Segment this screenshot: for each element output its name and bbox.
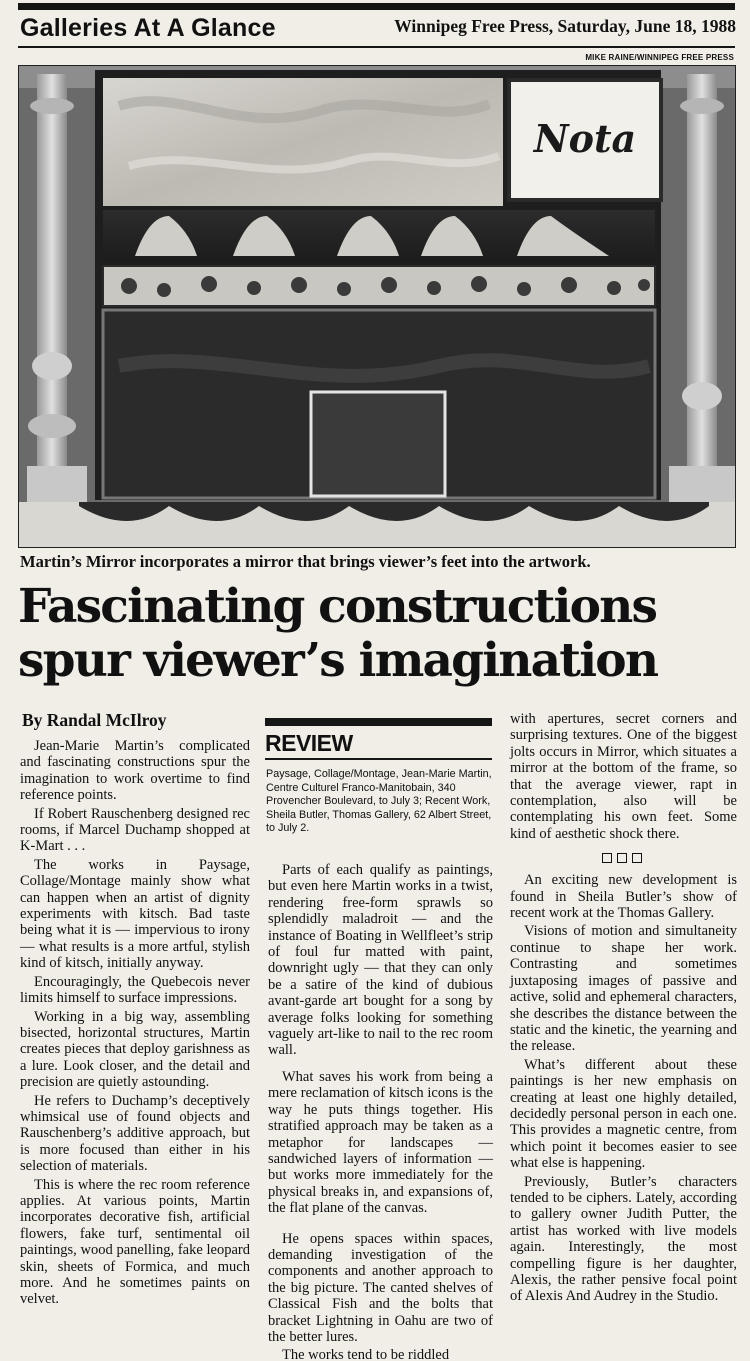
section-break — [510, 844, 737, 872]
break-box-icon — [632, 853, 642, 863]
masthead-date: Winnipeg Free Press, Saturday, June 18, 1988 — [394, 16, 736, 36]
break-box-icon — [617, 853, 627, 863]
article-column-1 — [20, 738, 250, 1310]
photo-credit: MIKE RAINE/WINNIPEG FREE PRESS — [585, 53, 734, 62]
section-title: Galleries At A Glance — [20, 14, 276, 42]
paragraph: What saves his work from being a mere reclamation of kitsch icons is the way he puts things together. His stratified approach may be taken as a metaphor for landscapes — sandwiched layers of information — but works more immediately for the physical breaks in, and expansions of, the flat plane of the canvas. — [268, 1068, 493, 1217]
mirror-artwork-illustration — [19, 66, 736, 548]
paragraph: He opens spaces within spaces, demanding investigation of the components and another approach to the big picture. The canted shelves of Classical Fish and the bolts that bracket Lightning in Oahu are two of the better lures. — [268, 1230, 493, 1345]
artwork-photo — [18, 65, 736, 548]
paragraph: This is where the rec room reference applies. At various points, Martin incorporates decorative fish, artificial flowers, fake turf, sentimental oil paintings, wood panelling, fake leopard skin, sheets of Formica, and much more. And he sometimes paints on velvet. — [20, 1176, 250, 1308]
top-rule — [18, 3, 735, 10]
review-rule — [265, 718, 492, 726]
review-rule-thin — [265, 758, 492, 760]
byline: By Randal McIlroy — [22, 710, 167, 730]
paragraph: Previously, Butler’s characters tended to be ciphers. Lately, according to gallery owner Judith Putter, the artist has worked with live models again. Interestingly, the most compelling figure is her daughter, Alexis, the rather pensive focal point of Alexis And Audrey in the Studio. — [510, 1173, 737, 1305]
review-label: REVIEW — [265, 730, 353, 756]
paragraph: If Robert Rauschenberg designed rec rooms, if Marcel Duchamp shopped at K-Mart . . . — [20, 805, 250, 855]
review-info: Paysage, Collage/Montage, Jean-Marie Martin, Centre Culturel Franco-Manitobain, 340 Provencher Boulevard, to July 3; Recent Work, Sheila Butler, Thomas Gallery, 62 Albert Street, to July 2. — [266, 768, 492, 834]
paragraph: Working in a big way, assembling bisected, horizontal structures, Martin creates pieces that deploy garishness as a lure. Look closer, and the detail and precision are quietly astounding. — [20, 1008, 250, 1091]
article-headline — [18, 580, 738, 688]
headline-line-1: Fascinating constructions — [18, 579, 657, 634]
artwork-signature: Nota — [533, 116, 637, 161]
photo-caption: Martin’s Mirror incorporates a mirror that brings viewer’s feet into the artwork. — [20, 552, 591, 571]
paragraph: He refers to Duchamp’s deceptively whimsical use of found objects and Rauschenberg’s additive approach, but is more focused than either in his selection of materials. — [20, 1092, 250, 1175]
paragraph: Encouragingly, the Quebecois never limits himself to surface impressions. — [20, 973, 250, 1007]
header-rule — [18, 46, 735, 48]
paragraph: Parts of each qualify as paintings, but even here Martin works in a twist, rendering free-form sprawls so splendidly maladroit — and the instance of Boating in Wellfleet’s strip of foul fur matted with paint, downright ugly — that they can only be a satire of the kind of dubious avant-garde art bought for a song by average folks looking for something vaguely art-like to nail to the rec room wall. — [268, 862, 493, 1059]
paragraph: What’s different about these paintings is her new emphasis on creating at least one highly detailed, decidedly personal person in each one. This provides a magnetic centre, from which point it becomes easier to see what else is happening. — [510, 1056, 737, 1172]
article-column-3 — [510, 711, 737, 1307]
paragraph: with apertures, secret corners and surprising textures. One of the biggest jolts occurs in Mirror, which situates a mirror at the bottom of the frame, so that the average viewer, rapt in contemplation, also will be contemplating his own feet. Some kind of aesthetic shock there. — [510, 711, 737, 842]
break-box-icon — [602, 853, 612, 863]
paragraph: An exciting new development is found in Sheila Butler’s show of recent work at the Thomas Gallery. — [510, 872, 737, 922]
paragraph: Jean-Marie Martin’s complicated and fascinating constructions spur the imagination to work overtime to find reference points. — [20, 738, 250, 804]
article-column-2 — [268, 862, 493, 1361]
paragraph: The works in Paysage, Collage/Montage mainly show what can happen when an artist of dignity experiments with kitsch. Bad taste being what it is — impervious to irony — what results is a more artful, stylish kind of kitsch, initially anyway. — [20, 856, 250, 972]
paragraph: The works tend to be riddled — [282, 1347, 450, 1361]
headline-line-2: spur viewer’s imagination — [18, 633, 658, 688]
paragraph: Visions of motion and simultaneity continue to shape her work. Contrasting and sometimes juxtaposing images of passive and active, solid and ephemeral characters, she describes the distance between the static and the kinetic, the yearning and the release. — [510, 923, 737, 1055]
